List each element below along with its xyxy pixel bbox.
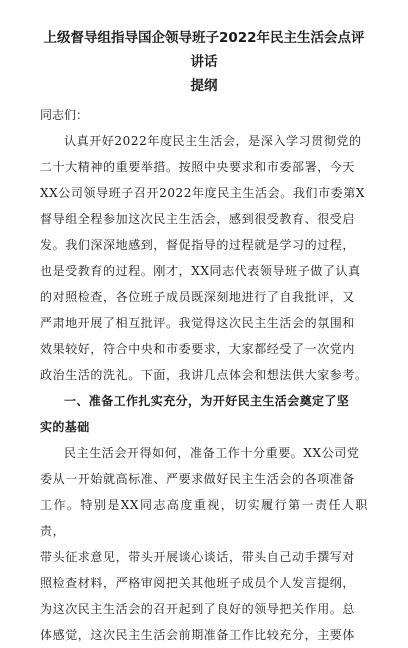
paragraph-line: 工作。特别是XX同志高度重视，切实履行第一责任人职责， [40,498,368,538]
heading-line: 实的基础 [40,420,90,434]
paragraph-line: 也是受教育的过程。刚才，XX同志代表领导班子做了认真 [40,264,361,278]
heading-line: 一、准备工作扎实充分，为开好民主生活会奠定了坚 [64,394,350,408]
paragraph-2 [40,440,368,648]
section-heading-1 [40,388,368,440]
title-line-2: 提纲 [190,78,218,94]
paragraph-line: XX公司领导班子召开2022年度民主生活会。我们市委第X [40,186,365,200]
paragraph-line: 的对照检查，各位班子成员既深刻地进行了自我批评，又 [40,290,356,304]
paragraph-line: 照检查材料，严格审阅把关其他班子成员个人发言提纲， [40,576,356,590]
paragraph-line: 为这次民主生活会的召开起到了良好的领导把关作用。总 [40,602,356,616]
salutation: 同志们： [40,108,89,122]
paragraph-line: 体感觉，这次民主生活会前期准备工作比较充分，主要体 [40,628,356,642]
paragraph-line: 委从一开始就高标准、严要求做好民主生活会的各项准备 [40,472,356,486]
paragraph-line: 效果较好，符合中央和市委要求，大家都经受了一次党内 [40,342,356,356]
paragraph-1 [40,128,368,388]
paragraph-line: 认真开好2022年度民主生活会，是深入学习贯彻党的 [64,134,362,148]
title-line-1: 上级督导组指导国企领导班子2022年民主生活会点评讲话 [43,30,365,70]
paragraph-line: 督导组全程参加这次民主生活会，感到很受教育、很受启 [40,212,356,226]
paragraph-line: 政治生活的洗礼。下面，我讲几点体会和想法供大家参考。 [40,368,368,382]
document-title [40,26,368,98]
paragraph-line: 民主生活会开得如何，准备工作十分重要。XX公司党 [64,446,360,460]
paragraph-line: 发。我们深深地感到，督促指导的过程就是学习的过程， [40,238,356,252]
paragraph-line: 严肃地开展了相互批评。我觉得这次民主生活会的氛围和 [40,316,356,330]
paragraph-line: 带头征求意见，带头开展谈心谈话，带头自己动手撰写对 [40,550,356,564]
paragraph-line: 二十大精神的重要举措。按照中央要求和市委部署，今天 [40,160,356,174]
